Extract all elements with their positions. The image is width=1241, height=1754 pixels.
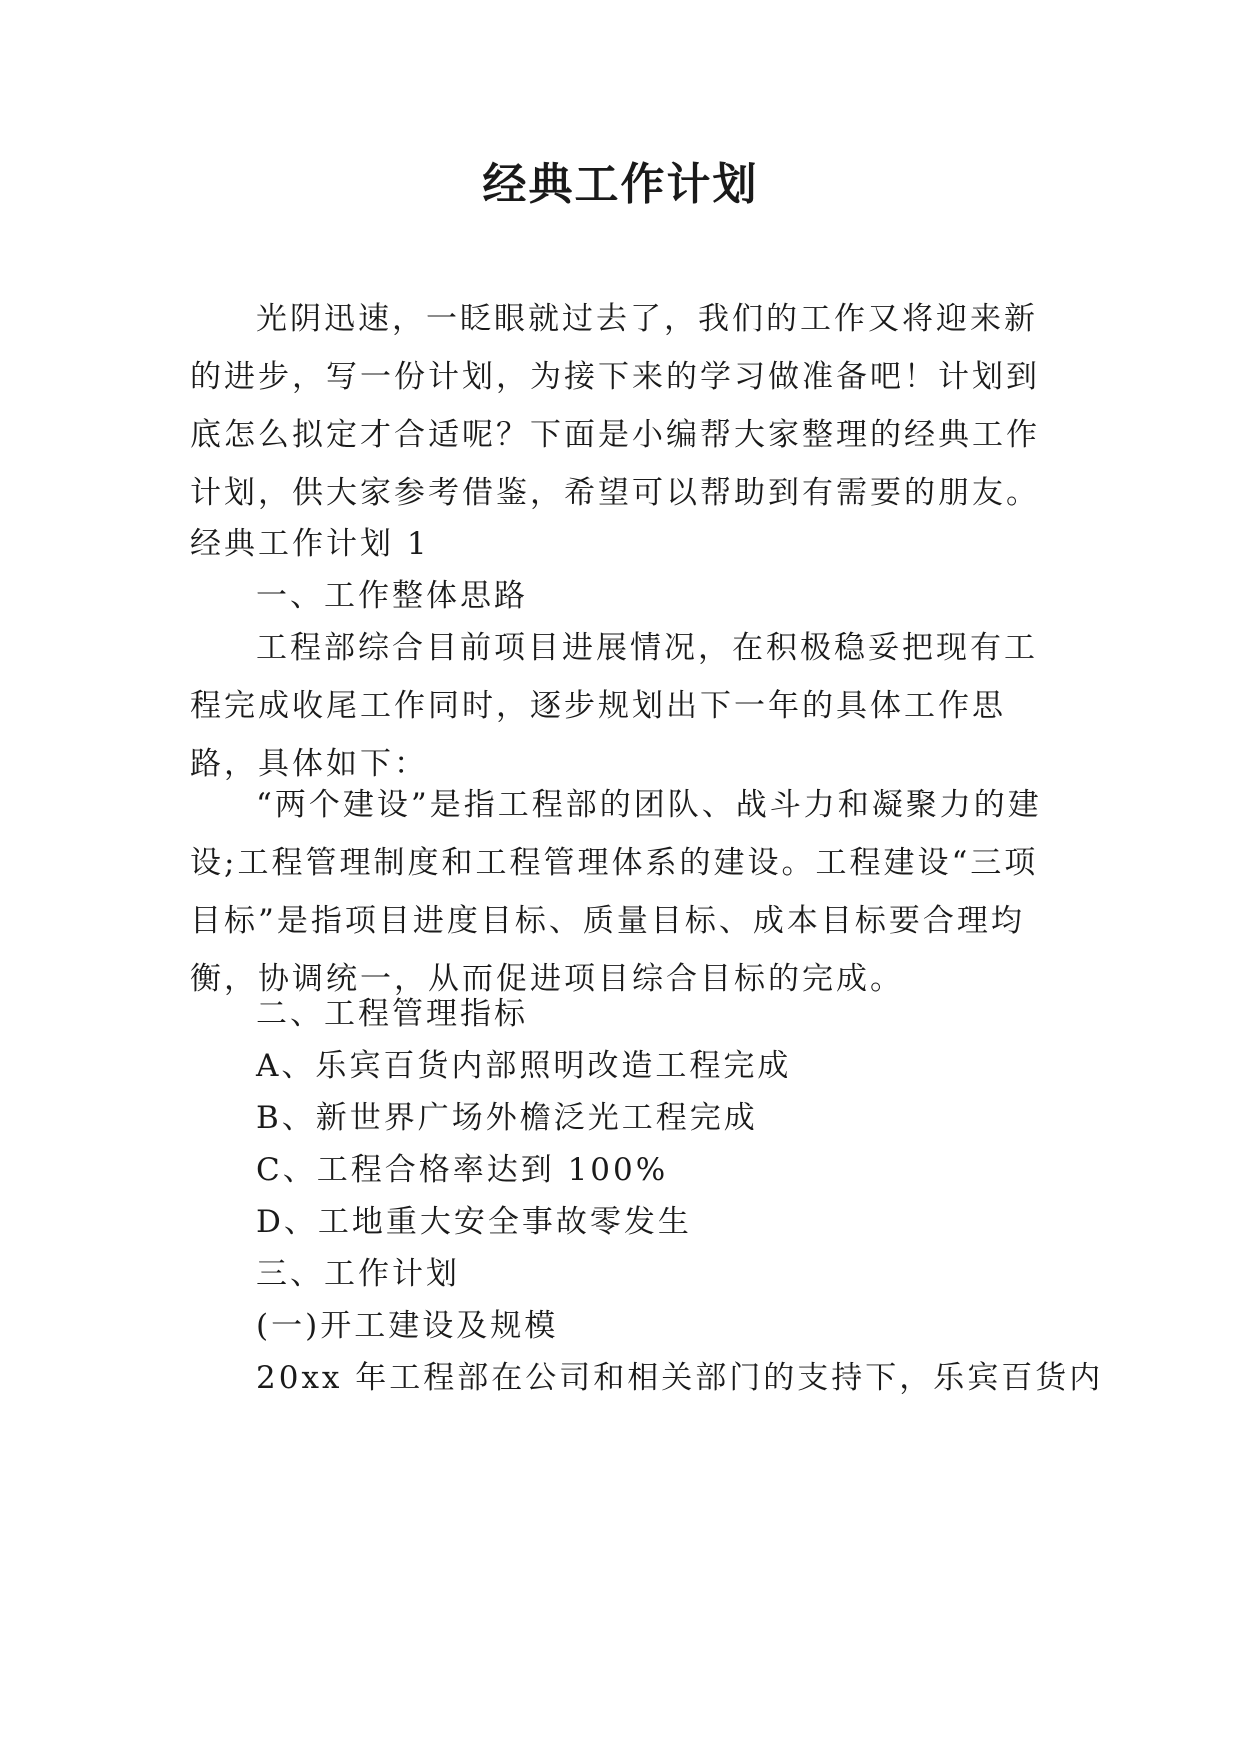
section-title: 经典工作计划 1 bbox=[190, 526, 430, 562]
subheading-construction-scale: (一)开工建设及规模 bbox=[256, 1308, 559, 1344]
heading-management-targets: 二、工程管理指标 bbox=[256, 996, 528, 1032]
heading-work-plan: 三、工作计划 bbox=[256, 1256, 460, 1292]
paragraph-progress: 工程部综合目前项目进展情况，在积极稳妥把现有工程完成收尾工作同时，逐步规划出下一年的具体工作思路，具体如下： bbox=[190, 630, 1038, 782]
list-item-d: D、工地重大安全事故零发生 bbox=[256, 1204, 692, 1240]
document-title: 经典工作计划 bbox=[482, 159, 759, 210]
paragraph-construction: 20xx 年工程部在公司和相关部门的支持下，乐宾百货内 bbox=[256, 1360, 1104, 1396]
list-item-a: A、乐宾百货内部照明改造工程完成 bbox=[256, 1048, 792, 1084]
intro-paragraph: 光阴迅速，一眨眼就过去了，我们的工作又将迎来新的进步，写一份计划，为接下来的学习做准备吧！计划到底怎么拟定才合适呢？下面是小编帮大家整理的经典工作计划，供大家参考借鉴，希望可以帮助到有需要的朋友。 bbox=[190, 301, 1040, 511]
list-item-c: C、工程合格率达到 100% bbox=[256, 1152, 669, 1188]
heading-overall-approach: 一、工作整体思路 bbox=[256, 578, 528, 614]
paragraph-two-constructions: “两个建设”是指工程部的团队、战斗力和凝聚力的建设;工程管理制度和工程管理体系的建设。工程建设“三项目标”是指项目进度目标、质量目标、成本目标要合理均衡，协调统一，从而促进项目综合目标的完成。 bbox=[190, 787, 1042, 997]
list-item-b: B、新世界广场外檐泛光工程完成 bbox=[256, 1100, 758, 1136]
